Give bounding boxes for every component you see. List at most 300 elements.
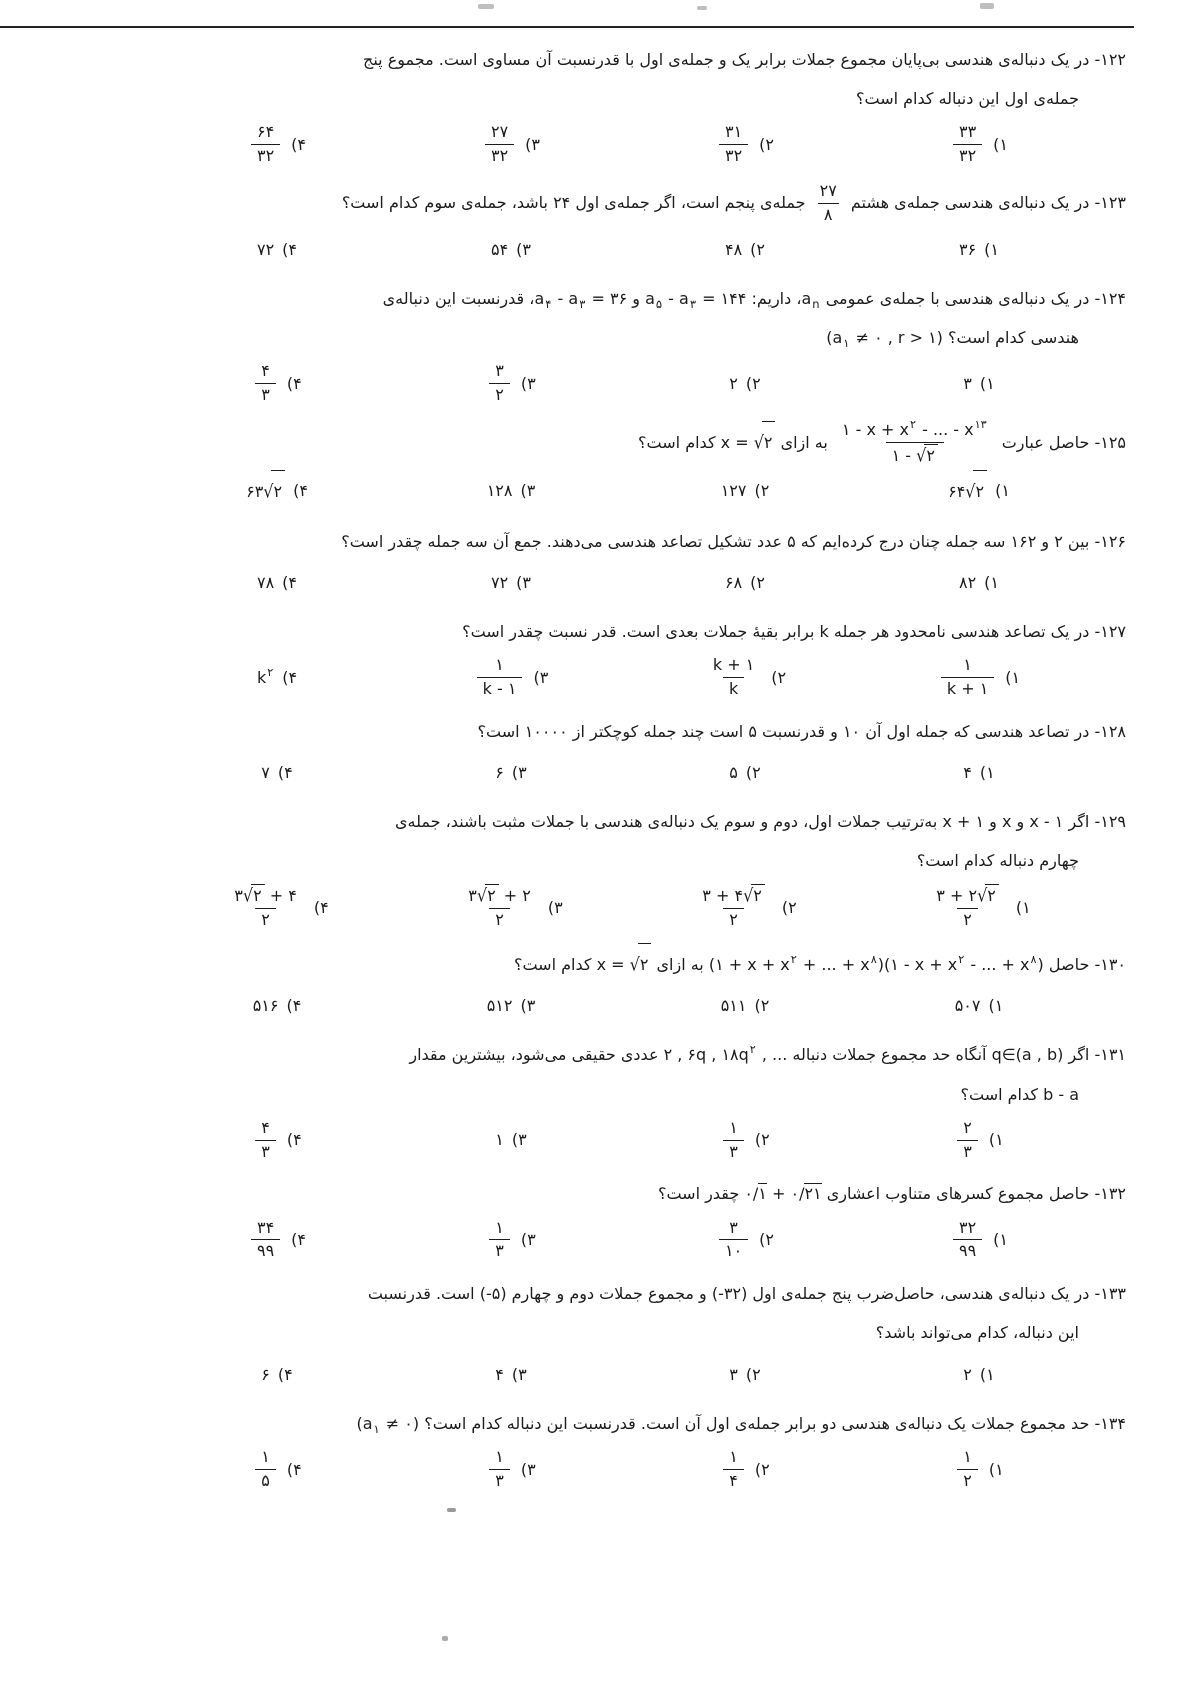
option-value [729, 753, 738, 792]
denominator: ۳ [957, 1140, 978, 1163]
math-run: ۶ [261, 1364, 270, 1384]
repeating-decimal-bar: ۲۱ [804, 1184, 822, 1204]
denominator [886, 442, 944, 467]
option-number: ۳) [520, 373, 536, 393]
math-expression [820, 622, 829, 641]
option-1 [963, 753, 994, 792]
option-number: ۴) [293, 481, 308, 501]
math-run: ۷۸ [256, 572, 275, 592]
option-number: ۲) [759, 135, 775, 155]
fraction [723, 1447, 744, 1492]
math-run: )(۱ - x + x [877, 955, 958, 974]
question-block [72, 943, 1126, 1025]
radical-sign: √ [242, 885, 254, 907]
math-expression [712, 1284, 747, 1303]
options-row [160, 986, 1096, 1025]
subscript: n [812, 296, 820, 311]
math-expression [480, 1284, 507, 1303]
question-line [72, 841, 1126, 880]
sqrt-radical [977, 886, 999, 905]
question-text: حاصل عبارت [996, 432, 1090, 452]
question-text: عددی حقیقی می‌شود، بیشترین مقدار [409, 1045, 664, 1065]
options-row [160, 563, 1096, 602]
sqrt-radical [916, 446, 938, 465]
options-row [160, 230, 1096, 269]
option-value [693, 882, 774, 933]
denominator: ۳۲ [719, 144, 748, 167]
numerator: ۶۴ [256, 122, 275, 142]
option-number: ۲) [750, 572, 766, 592]
option-value [963, 364, 972, 403]
question-text: ، قدرنسبت این دنباله‌ی [382, 288, 535, 308]
question-line [72, 1075, 1126, 1114]
option-number: ۳) [511, 1130, 527, 1150]
scan-artifact [442, 1636, 448, 1641]
fraction [489, 1447, 510, 1492]
fraction [814, 181, 843, 226]
question-text: + [766, 1184, 791, 1204]
math-run: - a [552, 288, 579, 308]
subscript: ۱ [843, 335, 850, 350]
math-run: ۶۸ [724, 572, 743, 592]
fraction [953, 122, 982, 167]
question-line [72, 279, 1126, 318]
math-run: ۳ [729, 1364, 738, 1384]
math-run: ≠ ۰ , r > ۱) [850, 327, 943, 347]
option-4 [252, 359, 301, 408]
math-run: ۱۲۷ [720, 481, 747, 501]
question-line [72, 612, 1126, 651]
numerator: ۳۲ [958, 1217, 977, 1237]
math-expression [1043, 1085, 1079, 1104]
math-expression [721, 433, 776, 452]
numerator: ۳۳ [958, 122, 977, 142]
option-4 [252, 1116, 301, 1165]
math-run: ) [1037, 955, 1044, 974]
fraction [462, 884, 537, 931]
option-2 [721, 471, 770, 510]
option-3 [482, 120, 540, 169]
math-expression [801, 288, 820, 311]
repeating-decimal-bar: ۱ [758, 1184, 767, 1204]
option-2 [720, 1116, 769, 1165]
math-run: ۵۴ [490, 239, 509, 259]
option-4 [248, 1216, 306, 1265]
math-run: x [1001, 812, 1012, 832]
option-value [959, 563, 976, 602]
denominator: ۲ [957, 908, 978, 931]
math-run: ۲ [963, 1364, 972, 1384]
fraction [719, 122, 748, 167]
question-text: حد مجموع جملات یک دنباله‌ی هندسی دو برابر جمله‌ی اول آن است. قدرنسبت این دنباله کدام است؟ [419, 1413, 1090, 1433]
options-row [160, 753, 1096, 792]
denominator: ۳ [723, 1140, 744, 1163]
option-value [486, 1216, 513, 1265]
sqrt-radical [477, 886, 499, 905]
option-3 [459, 882, 562, 933]
fraction [477, 655, 523, 700]
math-run: (۱ + x + x [708, 955, 790, 974]
option-4 [246, 470, 308, 511]
page-top-rule [0, 26, 1134, 28]
option-value [729, 364, 738, 403]
option-value [716, 120, 751, 169]
option-number: ۴) [282, 667, 298, 687]
math-run: k [819, 621, 829, 641]
option-number: ۳) [533, 667, 549, 687]
option-value [938, 653, 997, 702]
math-run: a [534, 288, 545, 308]
option-number: ۲) [759, 1230, 775, 1250]
math-run: b - a [1043, 1084, 1079, 1104]
subscript: ۱ [373, 1421, 380, 1436]
question-line [72, 1174, 1126, 1213]
numerator: ۱ [963, 655, 972, 675]
denominator: ۳ [255, 1140, 276, 1163]
numerator: ۴ [261, 1117, 270, 1137]
option-1 [948, 470, 1010, 511]
math-expression [356, 1413, 420, 1436]
option-number: ۴) [291, 135, 307, 155]
option-number: ۲) [750, 239, 766, 259]
options-row [160, 1355, 1096, 1394]
denominator: k [723, 677, 744, 700]
numerator: ۲۷ [819, 180, 837, 200]
denominator: ۳۲ [485, 144, 514, 167]
option-number: ۴) [277, 1364, 293, 1384]
option-1 [954, 1116, 1003, 1165]
option-3 [487, 986, 536, 1025]
radical-sign: √ [476, 885, 488, 907]
option-3 [486, 1216, 535, 1265]
denominator: ۸ [818, 203, 839, 226]
option-value [248, 120, 283, 169]
numerator [930, 884, 1005, 908]
option-3 [486, 1445, 535, 1494]
question-number: ۱۳۳- [1094, 1284, 1126, 1304]
question-line [72, 1404, 1126, 1443]
option-3 [495, 753, 526, 792]
math-run: a [645, 288, 655, 308]
question-block [72, 279, 1126, 408]
math-run: (-۳۲) [711, 1284, 748, 1304]
option-number: ۴) [282, 572, 298, 592]
math-expression [992, 1045, 1064, 1064]
options-row [160, 653, 1096, 702]
radical-sign: √ [965, 481, 976, 503]
option-1 [950, 120, 1008, 169]
fraction [696, 884, 771, 931]
question-text: در یک دنباله‌ی هندسی جمله‌ی هشتم [845, 192, 1090, 212]
superscript: ۲ [958, 953, 965, 967]
denominator: ۳ [489, 1239, 510, 1262]
option-number: ۳) [520, 1459, 536, 1479]
numerator: ۱ [729, 1117, 738, 1137]
math-run: ۳ [468, 886, 477, 906]
options-row [160, 359, 1096, 408]
option-number: ۲) [745, 762, 761, 782]
math-run: ۵۱۱ [720, 996, 747, 1016]
superscript: ۸ [870, 953, 877, 967]
option-2 [721, 986, 770, 1025]
numerator [696, 884, 771, 908]
option-value [959, 230, 976, 269]
question-line [72, 179, 1126, 228]
question-text: آنگاه حد مجموع جملات دنباله [787, 1045, 992, 1065]
fraction [228, 884, 303, 931]
option-number: ۲) [745, 1364, 761, 1384]
numerator: ۱ [963, 1446, 972, 1466]
question-line [72, 1274, 1126, 1313]
option-value [720, 1116, 747, 1165]
question-block [72, 1174, 1126, 1264]
question-text: اگر [1063, 1045, 1090, 1065]
math-run: ۶۳ [246, 482, 264, 502]
math-run: (a [826, 327, 843, 347]
questions-list [72, 40, 1126, 1503]
question-number: ۱۲۶- [1094, 531, 1126, 551]
option-2 [693, 882, 796, 933]
option-1 [950, 1216, 1008, 1265]
numerator: ۱ [495, 1446, 504, 1466]
option-value [704, 653, 763, 702]
math-run: + ۲ [498, 886, 531, 906]
question-text: اگر [1063, 812, 1090, 832]
option-2 [725, 230, 765, 269]
numerator: ۱ [495, 655, 504, 675]
option-value [246, 470, 285, 511]
option-1 [955, 986, 1004, 1025]
math-run: + ... + x [797, 955, 870, 974]
question-number: ۱۳۱- [1094, 1045, 1126, 1065]
option-1 [938, 653, 1020, 702]
subscript: ۳ [579, 296, 586, 311]
question-block [72, 40, 1126, 169]
option-number: ۱) [988, 1459, 1004, 1479]
numerator: ۱ [495, 1217, 504, 1237]
question-text: و [627, 288, 646, 308]
numerator: ۳ [729, 1217, 738, 1237]
options-row [160, 470, 1096, 511]
fraction [723, 1118, 744, 1163]
superscript: ۲ [267, 665, 274, 679]
option-number: ۴) [291, 1230, 307, 1250]
superscript: ۲ [909, 417, 916, 431]
denominator: ۹۹ [251, 1239, 280, 1262]
option-number: ۱) [993, 1230, 1009, 1250]
denominator: ۴ [723, 1469, 744, 1492]
sqrt-radical [263, 482, 285, 501]
radical-sign: √ [916, 444, 927, 466]
math-run: ۵۰۷ [954, 996, 981, 1016]
option-number: ۴) [277, 762, 293, 782]
option-value [495, 1355, 504, 1394]
option-value [261, 1355, 270, 1394]
option-number: ۳) [525, 135, 541, 155]
radicand: ۲ [638, 943, 652, 984]
option-2 [729, 364, 760, 403]
math-run: ۳۶ [958, 239, 977, 259]
option-4 [252, 1445, 301, 1494]
option-1 [963, 364, 994, 403]
math-run: ۳ [963, 373, 972, 393]
option-value [950, 1216, 985, 1265]
option-number: ۲) [781, 898, 797, 918]
math-run: ۷ [261, 762, 270, 782]
math-run: (-۵) [479, 1284, 507, 1304]
question-text: بین ۲ و ۱۶۲ سه جمله چنان درج کرده‌ایم که ۵ عدد تشکیل تصاعد هندسی می‌دهند. جمع آن سه جمله چقدر است؟ [341, 531, 1090, 551]
question-text: است. قدرنسبت [367, 1284, 480, 1304]
option-3 [491, 563, 531, 602]
radicand: ۲ [924, 444, 938, 467]
denominator: ۵ [255, 1469, 276, 1492]
option-4 [257, 563, 297, 602]
math-expression [664, 1045, 788, 1064]
fraction [485, 122, 514, 167]
option-number: ۴) [286, 373, 302, 393]
sqrt-radical [743, 886, 765, 905]
option-value [486, 1445, 513, 1494]
option-2 [725, 563, 765, 602]
radical-sign: √ [977, 885, 988, 907]
math-run: + ۴ [264, 886, 297, 906]
math-expression [534, 288, 628, 311]
option-number: ۴) [286, 1459, 302, 1479]
math-run: ۴۸ [724, 239, 743, 259]
radicand: ۲ [985, 884, 999, 907]
option-1 [954, 1445, 1003, 1494]
denominator: ۲ [255, 908, 276, 931]
fraction [255, 361, 276, 406]
math-run: ۱ - [891, 445, 917, 465]
scan-artifact [980, 3, 994, 9]
option-value [482, 120, 517, 169]
radical-sign: √ [629, 953, 640, 976]
scan-artifact [447, 1508, 456, 1512]
options-row [160, 1445, 1096, 1494]
math-expression [826, 327, 943, 350]
math-run: = ۱۴۴ [697, 288, 747, 308]
question-text: چقدر است؟ [657, 1184, 745, 1204]
option-1 [963, 1355, 994, 1394]
fraction [836, 417, 994, 467]
scan-artifact [478, 4, 494, 9]
option-number: ۳) [520, 481, 536, 501]
denominator: ۲ [489, 908, 510, 931]
option-value [257, 658, 274, 697]
option-3 [474, 653, 549, 702]
option-number: ۱) [995, 481, 1010, 501]
question-block [72, 1404, 1126, 1494]
option-value [720, 1445, 747, 1494]
question-block [72, 179, 1126, 269]
option-value [252, 359, 279, 408]
radicand: ۲ [751, 884, 765, 907]
denominator: ۳ [489, 1469, 510, 1492]
option-4 [257, 658, 297, 697]
question-text: کدام است؟ [638, 432, 721, 452]
question-number: ۱۳۲- [1094, 1184, 1126, 1204]
question-number: ۱۳۰- [1094, 955, 1126, 974]
math-run: x + ۱ [942, 812, 985, 832]
denominator: k - ۱ [477, 677, 523, 700]
question-line [72, 1313, 1126, 1352]
question-block [72, 612, 1126, 702]
math-expression [811, 180, 846, 224]
math-run: ۳ [234, 886, 243, 906]
radicand: ۲ [973, 470, 987, 511]
math-run: ۷۲ [490, 572, 509, 592]
fraction [719, 1218, 748, 1263]
option-number: ۱) [1005, 667, 1021, 687]
question-number: ۱۲۳- [1094, 192, 1126, 212]
radical-sign: √ [743, 885, 754, 907]
option-number: ۳) [547, 898, 563, 918]
math-run: ۰/ [744, 1184, 759, 1204]
math-run: ۵ [729, 762, 738, 782]
math-run: ۵۱۲ [486, 996, 513, 1016]
numerator [462, 884, 537, 908]
question-number: ۱۲۹- [1094, 812, 1126, 832]
question-block [72, 418, 1126, 512]
radicand: ۲ [251, 884, 265, 907]
question-text: و مجموع جملات دوم و چهارم [506, 1284, 712, 1304]
question-line [72, 522, 1126, 561]
option-2 [704, 653, 786, 702]
math-run: x = [596, 955, 630, 974]
math-run: k [256, 667, 267, 687]
math-run: ۶۴ [948, 482, 966, 502]
denominator: ۳۲ [251, 144, 280, 167]
math-run: ۲ , ۶q , ۱۸q [663, 1045, 749, 1065]
question-block [72, 712, 1126, 792]
question-line [72, 418, 1126, 469]
question-line [72, 40, 1126, 79]
question-text: در یک دنباله‌ی هندسی با جمله‌ی عمومی [820, 288, 1090, 308]
question-number: ۱۲۸- [1094, 721, 1126, 741]
question-number: ۱۲۵- [1094, 432, 1126, 452]
option-3 [491, 230, 531, 269]
option-value [474, 653, 526, 702]
option-value [927, 882, 1008, 933]
math-run: ۷۲ [256, 239, 275, 259]
question-text: کدام است؟ [513, 955, 597, 974]
option-3 [495, 1355, 526, 1394]
denominator: k + ۱ [941, 677, 994, 700]
question-block [72, 1274, 1126, 1394]
math-run: ۴ [963, 762, 972, 782]
option-value [721, 986, 747, 1025]
question-number: ۱۳۴- [1094, 1413, 1126, 1433]
option-4 [253, 986, 302, 1025]
question-number: ۱۲۷- [1094, 621, 1126, 641]
question-text: و [1011, 812, 1030, 832]
math-expression [645, 288, 747, 311]
numerator: k + ۱ [712, 655, 755, 675]
math-run: a [801, 288, 812, 308]
question-text: به ازای [775, 432, 833, 452]
option-2 [729, 753, 760, 792]
math-run: x = [720, 432, 754, 452]
option-number: ۱) [979, 1364, 995, 1384]
option-value [487, 986, 513, 1025]
question-text: چهارم دنباله کدام است؟ [916, 851, 1079, 871]
option-number: ۱) [979, 373, 995, 393]
denominator: ۳ [255, 383, 276, 406]
option-number: ۴) [313, 898, 329, 918]
option-value [963, 1355, 972, 1394]
option-value [954, 1116, 981, 1165]
